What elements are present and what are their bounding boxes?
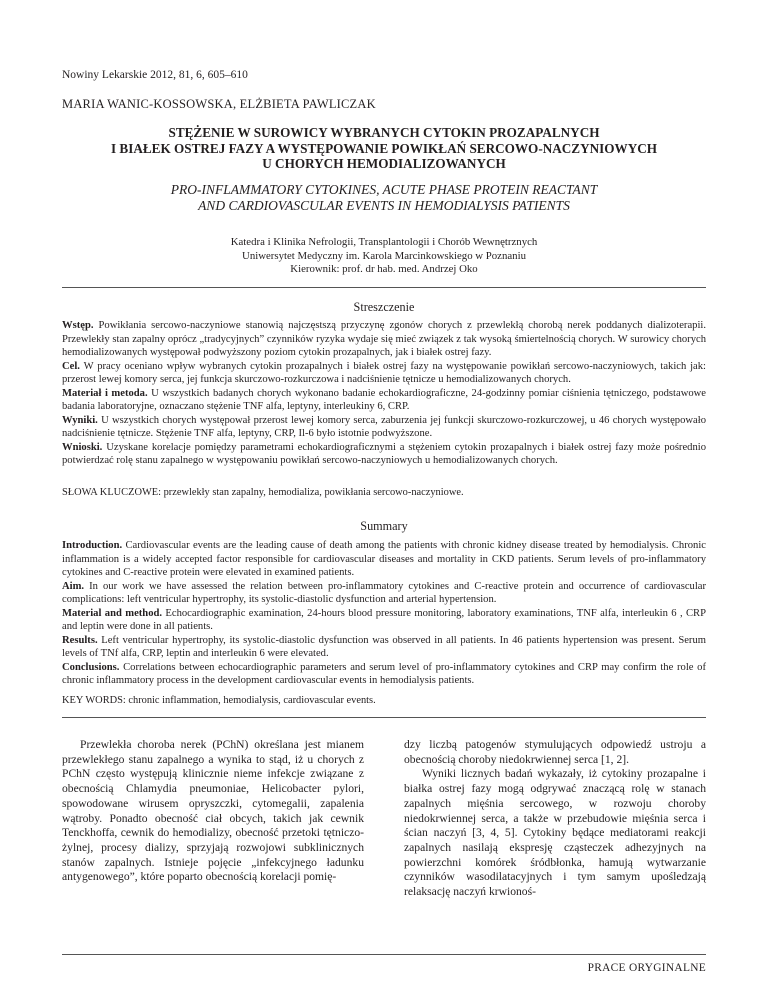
section-label: Aim. bbox=[62, 580, 85, 592]
section-text: In our work we have assessed the relation between pro-inflammatory cytokines and C-reactive protein and occurrence of cardiovascular complications: left ventricular hypertrophy, its systolic-diastolic dysfunction and arterial hypertension. bbox=[62, 580, 706, 605]
section-text: Correlations between echocardiographic parameters and serum level of pro-inflammatory cytokines and CRP may confirm the role of chronic inflammatory process in the development cardiovascular events in hemodialysis patients. bbox=[62, 661, 706, 686]
body-paragraph: Przewlekła choroba nerek (PChN) określana jest mianem przewlekłego stanu zapalnego a wynika to stąd, iż u chorych z PChN często występują klinicznie nieme infekcje związane z obecnością Chlamydia pneumoniae, Helicobacter pylori, spowodowane wirusem opryszczki, cytomegalii, zapalenia wątroby. Ponadto obecność ciał obcych, takich jak cewnik Tenckhoffa, cewnik do hemodializy, obecność przetoki tętniczo-żylnej, procesy dializy, sprzyjają rozwojowi subklinicznych stanów zapalnych. Istnieje pojęcie „infekcyjnego ładunku antygenowego”, które poparto obecnością korelacji pomię- bbox=[62, 738, 364, 884]
section-text: Uzyskane korelacje pomiędzy parametrami echokardiograficznymi a stężeniem cytokin prozapalnych i białek ostrej fazy może pośrednio potwierdzać rolę stanu zapalnego w występowaniu powikłań sercowo-naczyniowych u hemodializowanych chorych. bbox=[62, 441, 706, 466]
title-pl-line: I BIAŁEK OSTREJ FAZY A WYSTĘPOWANIE POWIKŁAŃ SERCOWO-NACZYNIOWYCH bbox=[110, 140, 658, 156]
affiliation-line: Uniwersytet Medyczny im. Karola Marcinkowskiego w Poznaniu bbox=[242, 249, 526, 262]
journal-citation: Nowiny Lekarskie 2012, 81, 6, 605–610 bbox=[62, 69, 248, 81]
abstract-paragraph bbox=[62, 580, 706, 607]
divider bbox=[62, 287, 706, 288]
abstract-paragraph bbox=[62, 539, 706, 580]
title-pl-line: U CHORYCH HEMODIALIZOWANYCH bbox=[262, 156, 506, 171]
authors: MARIA WANIC-KOSSOWSKA, ELŻBIETA PAWLICZAK bbox=[62, 97, 376, 111]
section-label: Wyniki. bbox=[62, 414, 98, 426]
body-column-left bbox=[62, 738, 364, 885]
abstract-polish bbox=[62, 319, 706, 468]
keywords-polish: SŁOWA KLUCZOWE: przewlekły stan zapalny, hemodializa, powikłania sercowo-naczyniowe. bbox=[62, 487, 464, 498]
section-text: Powikłania sercowo-naczyniowe stanowią najczęstszą przyczynę zgonów chorych z przewlekłą chorobą nerek poddanych dializoterapii. Przewlekły stan zapalny oprócz „tradycyjnych” czynników ryzyka wydaje się mieć związek z tak wysoką śmiertelnością chorych. W surowicy chorych hemodializowanych występował podwyższony poziom cytokin prozapalnych, jak i białek ostrej fazy. bbox=[62, 320, 706, 358]
section-text: U wszystkich chorych występował przerost lewej komory serca, zaburzenia jej funkcji skurczowo-rozkurczowej, u 46 chorych występowało nadciśnienie tętnicze. Stężenie TNF alfa, leptyny, CRP, Il-6 było istotnie podwyższone. bbox=[62, 414, 706, 439]
keywords-english: KEY WORDS: chronic inflammation, hemodialysis, cardiovascular events. bbox=[62, 695, 376, 706]
divider bbox=[62, 954, 706, 955]
section-label: Conclusions. bbox=[62, 661, 120, 673]
title-en-line: PRO-INFLAMMATORY CYTOKINES, ACUTE PHASE PROTEIN REACTANT bbox=[170, 182, 598, 197]
section-text: Echocardiographic examination, 24-hours blood pressure monitoring, laboratory examinations, TNF alfa, interleukin 6 , CRP and leptin were done in all patients. bbox=[62, 607, 706, 632]
abstract-paragraph bbox=[62, 661, 706, 688]
affiliation-line: Kierownik: prof. dr hab. med. Andrzej Oko bbox=[290, 263, 478, 276]
section-text: Cardiovascular events are the leading cause of death among the patients with chronic kidney disease treated by hemodialysis. Chronic inflammation is a widely accepted factor responsible for cardiovascular diseases and mortality in CKD patients. Serum levels of pro-inflammatory cytokines and C-reactive protein were elevated in examined patients. bbox=[62, 540, 706, 578]
section-text: U wszystkich badanych chorych wykonano badanie echokardiograficzne, 24-godzinny pomiar ciśnienia tętniczego, podstawowe badania laboratoryjne, oznaczano stężenie TNF alfa, leptyny, interleukiny 6, CRP. bbox=[62, 387, 707, 412]
section-label: Wnioski. bbox=[62, 441, 103, 453]
section-label: Introduction. bbox=[62, 540, 123, 551]
title-english bbox=[62, 182, 706, 214]
abstract-paragraph bbox=[62, 387, 706, 414]
title-en-line: AND CARDIOVASCULAR EVENTS IN HEMODIALYSIS PATIENTS bbox=[198, 198, 570, 213]
section-label: Materiał i metoda. bbox=[62, 387, 148, 399]
summary-heading: Summary bbox=[360, 519, 408, 533]
body-paragraph: Wyniki licznych badań wykazały, iż cytokiny prozapalne i białka ostrej fazy mogą odgrywać znaczącą rolę w stanach zapalnych mięśnia sercowego, w rozwoju choroby niedokrwiennej serca, a także w przebudowie mięśnia serca i ścian naczyń [3, 4, 5]. Cytokiny będące mediatorami reakcji zapalnych nasilają ekspresję cząsteczek adhezyjnych na powierzchni komórek śródbłonka, hamują wytwarzanie czynników wasodilatacyjnych i tym samym upośledzają relaksację naczyń krwionoś- bbox=[404, 767, 706, 899]
body-column-right bbox=[404, 738, 706, 900]
section-text: Left ventricular hypertrophy, its systolic-diastolic dysfunction was observed in all patients. In 46 patients hypertension was present. Serum levels of TNf alfa, CRP, leptin and interleukin 6 were elevated. bbox=[62, 634, 706, 659]
section-text: W pracy oceniano wpływ wybranych cytokin prozapalnych i białek ostrej fazy na występowanie powikłań sercowo-naczyniowych, takich jak: przerost lewej komory serca, jej funkcja skurczowo-rozkurczowa i nadciśnienie tętnicze u hemodializowanych chorych. bbox=[62, 360, 706, 385]
section-label: Cel. bbox=[62, 360, 80, 372]
abstract-paragraph bbox=[62, 607, 706, 634]
abstract-paragraph bbox=[62, 414, 706, 441]
footer-section-label: PRACE ORYGINALNE bbox=[587, 962, 706, 974]
title-polish bbox=[62, 125, 706, 172]
section-label: Results. bbox=[62, 634, 98, 646]
section-label: Material and method. bbox=[62, 607, 163, 619]
abstract-paragraph bbox=[62, 319, 706, 360]
abstract-paragraph bbox=[62, 360, 706, 387]
affiliation-line: Katedra i Klinika Nefrologii, Transplantologii i Chorób Wewnętrznych bbox=[230, 236, 538, 248]
affiliation bbox=[62, 236, 706, 277]
abstract-english bbox=[62, 539, 706, 688]
streszczenie-heading: Streszczenie bbox=[353, 300, 415, 314]
abstract-paragraph bbox=[62, 441, 706, 468]
section-label: Wstęp. bbox=[62, 320, 94, 331]
divider bbox=[62, 717, 706, 718]
body-paragraph: dzy liczbą patogenów stymulujących odpowiedź ustroju a obecnością choroby niedokrwiennej serca [1, 2]. bbox=[404, 738, 706, 766]
title-pl-line: STĘŻENIE W SUROWICY WYBRANYCH CYTOKIN PROZAPALNYCH bbox=[168, 125, 600, 140]
abstract-paragraph bbox=[62, 634, 706, 661]
